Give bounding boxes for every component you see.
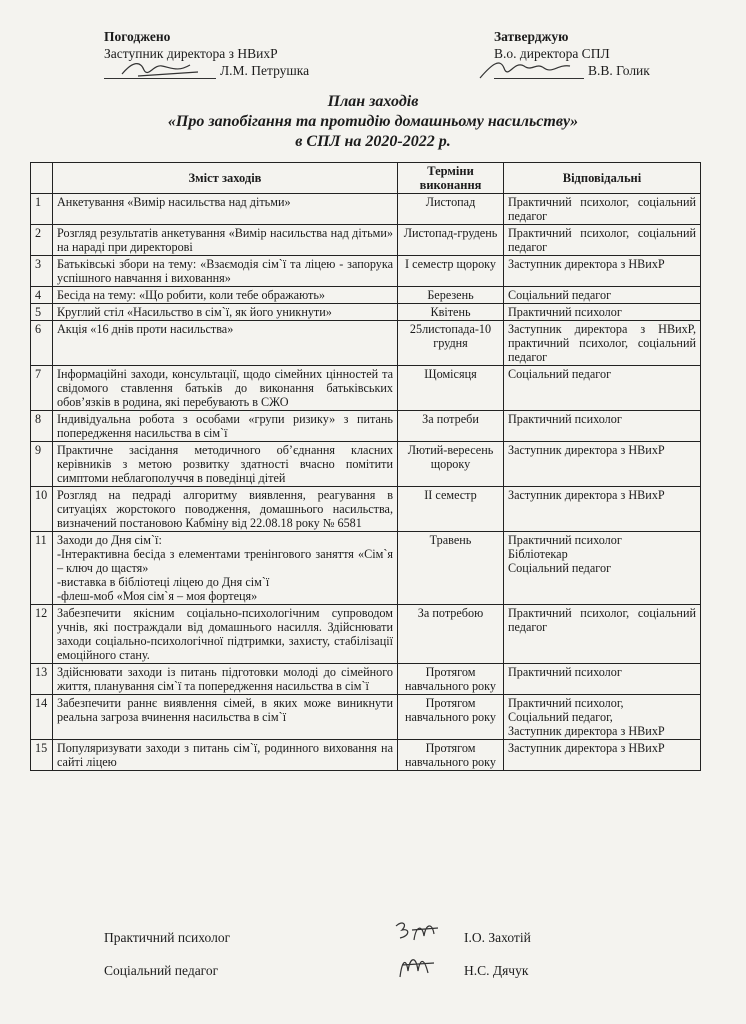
row-content: Бесіда на тему: «Що робити, коли тебе ображають» [53,287,398,304]
plan-title-line1: План заходів [327,93,419,110]
row-content: Батьківські збори на тему: «Взаємодія сім`ї та ліцею - запорука успішного навчання і виховання» [53,256,398,287]
row-content: Індивідуальна робота з особами «групи ризику» з питань попередження насильства в сім`ї [53,411,398,442]
row-content: Розгляд на педраді алгоритму виявлення, реагування в ситуаціях жорстокого поводження, домашнього насильства, визначений постановою Кабміну від 22.08.18 року № 6581 [53,487,398,532]
approval-left-title: Погоджено [104,29,171,44]
plan-title-line2: «Про запобігання та протидію домашньому насильству» [167,113,579,130]
row-number: 2 [31,225,53,256]
plan-title [0,92,746,152]
row-content: Розгляд результатів анкетування «Вимір насильства над дітьми» на нараді при директорові [53,225,398,256]
approval-left [104,28,344,79]
row-responsible: Практичний психолог, соціальний педагог [504,225,701,256]
signature-mark [394,951,444,981]
signature-name: Н.С. Дячук [464,963,529,978]
approval-right-position: В.о. директора СПЛ [494,46,610,61]
row-content: Анкетування «Вимір насильства над дітьми» [53,194,398,225]
row-content: Забезпечити раннє виявлення сімей, в яких може виникнути реальна загроза вчинення насильства в сім`ї [53,695,398,740]
row-content: Акція «16 днів проти насильства» [53,321,398,366]
table-row [31,304,701,321]
row-term: Березень [398,287,504,304]
row-number: 10 [31,487,53,532]
table-row [31,225,701,256]
row-content: Інформаційні заходи, консультації, щодо сімейних цінностей та свідомого ставлення батьків до виконання батьківських обов’язків в родина, які перебувають в СЖО [53,366,398,411]
row-term: За потребою [398,605,504,664]
row-term: Протягом навчального року [398,695,504,740]
row-term: Щомісяця [398,366,504,411]
row-number: 5 [31,304,53,321]
table-row [31,532,701,605]
row-number: 3 [31,256,53,287]
header-content: Зміст заходів [53,163,398,194]
table-row [31,366,701,411]
row-responsible: Практичний психолог [504,664,701,695]
row-number: 8 [31,411,53,442]
row-term: За потреби [398,411,504,442]
row-content: Практичне засідання методичного об’єднання класних керівників з метою розвитку здатності вчасно помітити симптоми неблагополуччя в поведінці дітей [53,442,398,487]
signature-psychologist [104,930,531,946]
approval-left-signature-line [104,62,344,79]
row-responsible: Соціальний педагог [504,366,701,411]
row-content: Забезпечити якісним соціально-психологічним супроводом учнів, які постраждали від домашнього насилля. Здійснювати заходи соціально-психологічної підтримки, захисту, стабілізації емоційного стану. [53,605,398,664]
row-term: Листопад-грудень [398,225,504,256]
approval-left-position: Заступник директора з НВихР [104,46,278,61]
row-responsible: Практичний психолог [504,411,701,442]
table-row [31,605,701,664]
table-row [31,487,701,532]
table-row [31,740,701,771]
row-content: Круглий стіл «Насильство в сім`ї, як його уникнути» [53,304,398,321]
row-content: Здійснювати заходи із питань підготовки молоді до сімейного життя, планування сім`ї та попередження насильства в сім`ї [53,664,398,695]
row-responsible: Заступник директора з НВихР [504,487,701,532]
approval-right-name: В.В. Голик [588,63,650,78]
header-term: Терміни виконання [398,163,504,194]
signature-position: Соціальний педагог [104,963,219,978]
row-responsible: Практичний психолог, соціальний педагог [504,194,701,225]
row-number: 1 [31,194,53,225]
row-responsible: Заступник директора з НВихР, практичний психолог, соціальний педагог [504,321,701,366]
row-number: 7 [31,366,53,411]
row-term: ІІ семестр [398,487,504,532]
table-row [31,411,701,442]
table-row [31,256,701,287]
table-row [31,664,701,695]
row-number: 9 [31,442,53,487]
signature-mark [392,918,442,946]
row-responsible: Заступник директора з НВихР [504,442,701,487]
approval-right-signature-line [494,62,714,79]
row-responsible: Практичний психолог, соціальний педагог [504,605,701,664]
table-row [31,442,701,487]
header-responsible: Відповідальні [504,163,701,194]
row-term: Протягом навчального року [398,664,504,695]
row-responsible: Заступник директора з НВихР [504,740,701,771]
row-number: 11 [31,532,53,605]
row-term: Травень [398,532,504,605]
signature-name: І.О. Захотій [464,930,531,945]
header-number [31,163,53,194]
row-responsible: Заступник директора з НВихР [504,256,701,287]
row-term: Протягом навчального року [398,740,504,771]
row-number: 6 [31,321,53,366]
approval-left-name: Л.М. Петрушка [220,63,310,78]
row-responsible: Практичний психолог, Соціальний педагог, Заступник директора з НВихР [504,695,701,740]
approval-right [494,28,714,79]
row-term: 25листопада-10 грудня [398,321,504,366]
row-number: 12 [31,605,53,664]
row-number: 15 [31,740,53,771]
table-row [31,321,701,366]
row-number: 13 [31,664,53,695]
plan-title-line3: в СПЛ на 2020-2022 р. [295,133,451,150]
table-row [31,695,701,740]
row-responsible: Практичний психолог [504,304,701,321]
table-row [31,287,701,304]
table-row [31,194,701,225]
row-number: 14 [31,695,53,740]
row-responsible: Практичний психолог Бібліотекар Соціальний педагог [504,532,701,605]
row-content: Популяризувати заходи з питань сім`ї, родинного виховання на сайті ліцею [53,740,398,771]
row-term: Квітень [398,304,504,321]
row-term: Лютий-вересень щороку [398,442,504,487]
table-header-row [31,163,701,194]
row-number: 4 [31,287,53,304]
row-content: Заходи до Дня сім`ї: -Інтерактивна бесіда з елементами тренінгового заняття «Сім`я – ключ до щастя» -виставка в бібліотеці ліцею до Дня сім`ї -флеш-моб «Моя сім`я – моя фортеця» [53,532,398,605]
signature-position: Практичний психолог [104,930,231,945]
row-term: І семестр щороку [398,256,504,287]
approval-right-title: Затверджую [494,29,569,44]
row-term: Листопад [398,194,504,225]
plan-table [30,162,701,771]
signature-social-pedagogue [104,963,529,979]
row-responsible: Соціальний педагог [504,287,701,304]
